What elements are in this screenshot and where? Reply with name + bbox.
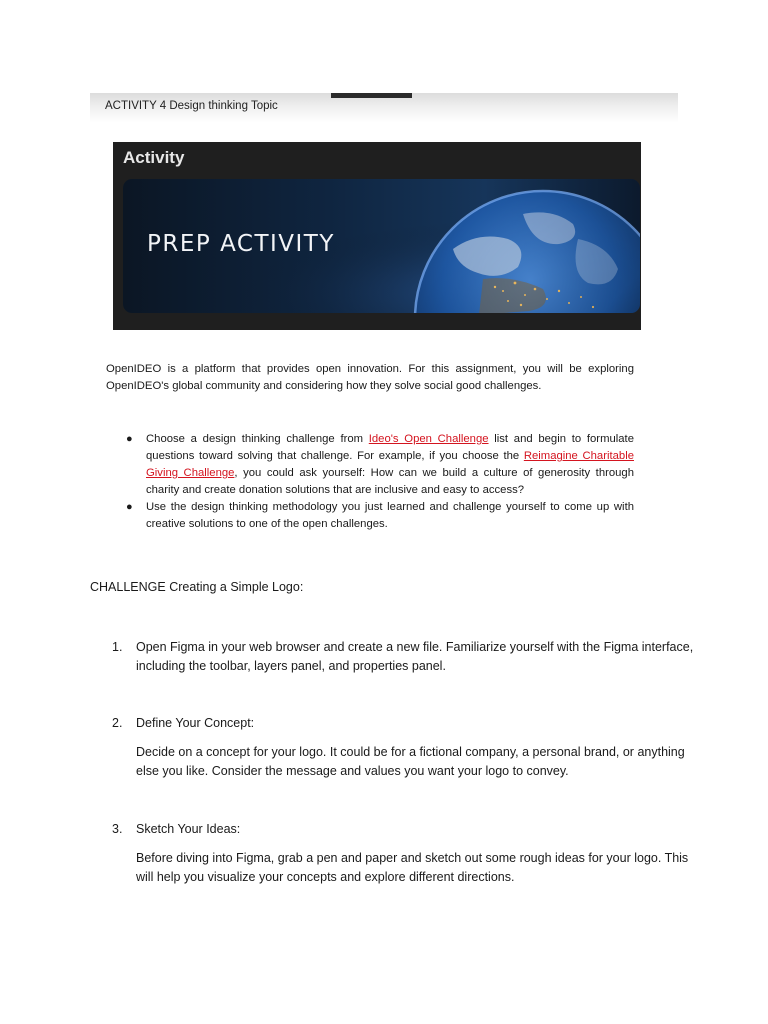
- step-number: 3.: [112, 822, 123, 836]
- bullet-text-start: Choose a design thinking challenge from: [146, 433, 369, 445]
- charitable-giving-link[interactable]: Reimagine Charitable Giving Challenge: [146, 450, 634, 479]
- header-tab-marker: [331, 93, 412, 98]
- step-title: Define Your Concept:: [136, 716, 255, 730]
- step-text: Open Figma in your web browser and create a new file. Familiarize yourself with the Figma interface, including the toolbar, layers panel, and properties panel.: [136, 640, 694, 673]
- open-challenge-link[interactable]: Ideo's Open Challenge: [368, 433, 489, 445]
- step-text: Before diving into Figma, grab a pen and paper and sketch out some rough ideas for your logo. This will help you visualize your concepts and explore different directions.: [136, 851, 689, 884]
- challenge-heading: CHALLENGE Creating a Simple Logo:: [90, 580, 304, 594]
- bullet-icon: ●: [126, 501, 133, 513]
- hero-image: [123, 179, 640, 313]
- step-item: [112, 638, 696, 676]
- bullet-icon: ●: [126, 433, 133, 445]
- step-text: Decide on a concept for your logo. It could be for a fictional company, a personal brand, or anything else you like. Consider the message and values you want your logo to convey.: [136, 745, 685, 778]
- bullet-text-end: , you could ask yourself: How can we build a culture of generosity through charity and create donation solutions that are inclusive and easy to access?: [146, 467, 634, 496]
- page-title: ACTIVITY 4 Design thinking Topic: [105, 100, 278, 112]
- bullet-text-middle: list and begin to formulate questions toward solving that challenge. For example, if you choose the: [146, 433, 634, 462]
- page-header: [90, 93, 678, 123]
- bullet-list: [126, 431, 634, 533]
- list-item: [126, 431, 634, 499]
- step-item: [112, 820, 696, 887]
- bullet-text: Use the design thinking methodology you just learned and challenge yourself to come up with creative solutions to one of the open challenges.: [146, 501, 634, 530]
- step-title: Sketch Your Ideas:: [136, 822, 241, 836]
- step-item: [112, 714, 696, 781]
- activity-banner: [113, 142, 641, 330]
- intro-paragraph: OpenIDEO is a platform that provides open innovation. For this assignment, you will be exploring OpenIDEO's global community and considering how they solve social good challenges.: [106, 363, 634, 392]
- banner-label: Activity: [123, 148, 185, 167]
- step-number: 2.: [112, 716, 123, 730]
- step-number: 1.: [112, 640, 123, 654]
- list-item: [126, 499, 634, 533]
- hero-title: PREP ACTIVITY: [147, 231, 335, 257]
